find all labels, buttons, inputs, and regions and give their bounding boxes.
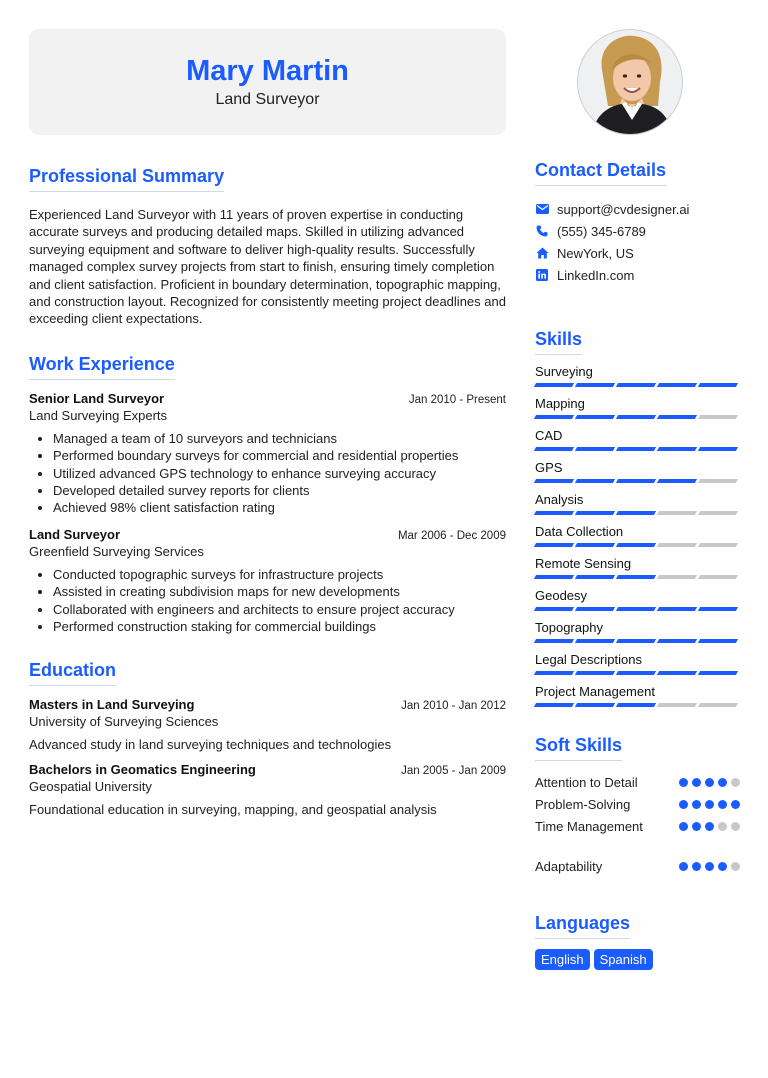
skill-level-segment <box>575 607 615 611</box>
soft-skills-title: Soft Skills <box>535 735 622 761</box>
degree-title: Masters in Land Surveying <box>29 696 195 712</box>
skill-name: Analysis <box>535 492 584 507</box>
profile-photo <box>577 29 683 135</box>
language-tag: English <box>535 949 590 970</box>
education-date: Jan 2005 - Jan 2009 <box>401 764 506 777</box>
skill-level-segment <box>534 479 574 483</box>
rating-dot <box>705 822 714 831</box>
candidate-name: Mary Martin <box>186 55 349 87</box>
languages-title: Languages <box>535 913 630 939</box>
job-bullet: • Performed construction staking for commercial buildings <box>53 618 506 635</box>
skill-level-segment <box>616 543 656 547</box>
soft-skill-rating <box>679 800 740 809</box>
skill-level-segment <box>657 703 697 707</box>
skill-level-segment <box>575 447 615 451</box>
skill-level-segment <box>534 671 574 675</box>
soft-skill-row <box>535 793 740 815</box>
soft-skill-row <box>535 815 740 837</box>
skill-row <box>535 619 740 651</box>
skill-level-bar <box>535 671 740 675</box>
skill-level-bar <box>535 479 740 483</box>
skill-level-segment <box>657 511 697 515</box>
skill-level-segment <box>575 543 615 547</box>
rating-dot <box>705 778 714 787</box>
skill-level-segment <box>575 415 615 419</box>
contact-title: Contact Details <box>535 160 666 186</box>
rating-dot <box>731 822 740 831</box>
contact-section <box>535 160 740 286</box>
job-bullet: • Achieved 98% client satisfaction rating <box>53 499 506 516</box>
education-entry <box>29 697 506 752</box>
skill-level-segment <box>575 639 615 643</box>
skill-row <box>535 523 740 555</box>
skill-row <box>535 683 740 715</box>
job-bullets <box>29 430 506 517</box>
skill-level-segment <box>698 703 738 707</box>
skill-level-segment <box>534 639 574 643</box>
skill-level-segment <box>698 511 738 515</box>
soft-skill-rating <box>679 822 740 831</box>
skill-level-segment <box>616 479 656 483</box>
skill-name: GPS <box>535 460 563 475</box>
skill-level-segment <box>534 607 574 611</box>
soft-skill-rating <box>679 778 740 787</box>
soft-skills-section <box>535 735 740 877</box>
skill-level-segment <box>616 415 656 419</box>
skill-level-bar <box>535 639 740 643</box>
soft-skill-name: Adaptability <box>535 858 603 874</box>
contact-location <box>535 242 740 264</box>
job-title: Land Surveyor <box>29 526 121 542</box>
skill-level-segment <box>657 447 697 451</box>
skill-row <box>535 587 740 619</box>
contact-linkedin[interactable] <box>535 264 740 286</box>
education-section <box>29 660 506 817</box>
summary-title: Professional Summary <box>29 166 224 192</box>
contact-linkedin-text: LinkedIn.com <box>557 267 635 283</box>
skill-level-segment <box>698 383 738 387</box>
skill-level-bar <box>535 383 740 387</box>
skills-section <box>535 329 740 715</box>
skill-level-segment <box>698 415 738 419</box>
skill-row <box>535 459 740 491</box>
skill-level-segment <box>616 575 656 579</box>
school-name: Geospatial University <box>29 778 152 794</box>
phone-icon <box>535 224 549 238</box>
job-bullet: • Managed a team of 10 surveyors and technicians <box>53 430 506 447</box>
job-date: Mar 2006 - Dec 2009 <box>397 529 506 542</box>
skill-level-segment <box>575 383 615 387</box>
skill-level-segment <box>534 383 574 387</box>
skill-name: Remote Sensing <box>535 556 632 571</box>
skill-level-segment <box>616 639 656 643</box>
skill-level-segment <box>698 543 738 547</box>
skill-level-segment <box>657 383 697 387</box>
job-title: Senior Land Surveyor <box>29 390 165 406</box>
rating-dot <box>692 822 701 831</box>
school-name: University of Surveying Sciences <box>29 713 219 729</box>
skill-name: Topography <box>535 620 603 635</box>
skill-name: Mapping <box>535 396 585 411</box>
rating-dot <box>718 778 727 787</box>
skill-row <box>535 427 740 459</box>
job-entry <box>29 527 506 636</box>
experience-title: Work Experience <box>29 354 175 380</box>
contact-email[interactable] <box>535 198 740 220</box>
job-bullet: • Collaborated with engineers and architects to ensure project accuracy <box>53 601 506 618</box>
skill-level-segment <box>657 607 697 611</box>
rating-dot <box>718 822 727 831</box>
skill-level-segment <box>657 575 697 579</box>
rating-dot <box>731 862 740 871</box>
skill-level-segment <box>534 415 574 419</box>
skill-name: Data Collection <box>535 524 624 539</box>
skill-level-segment <box>616 511 656 515</box>
linkedin-icon <box>535 268 549 282</box>
rating-dot <box>679 800 688 809</box>
right-column <box>535 160 740 970</box>
header-box <box>29 29 506 135</box>
skill-level-bar <box>535 703 740 707</box>
contact-email-text: support@cvdesigner.ai <box>557 201 690 217</box>
soft-skill-row <box>535 771 740 793</box>
rating-dot <box>705 862 714 871</box>
skill-name: Legal Descriptions <box>535 652 642 667</box>
skill-level-segment <box>698 447 738 451</box>
skill-level-segment <box>575 703 615 707</box>
skills-title: Skills <box>535 329 582 355</box>
rating-dot <box>692 800 701 809</box>
skill-name: Surveying <box>535 364 593 379</box>
skill-level-segment <box>534 511 574 515</box>
job-bullet: • Assisted in creating subdivision maps for new developments <box>53 583 506 600</box>
skill-row <box>535 651 740 683</box>
education-description: Foundational education in surveying, mapping, and geospatial analysis <box>29 801 437 817</box>
skill-name: CAD <box>535 428 563 443</box>
rating-dot <box>679 862 688 871</box>
skill-level-segment <box>616 671 656 675</box>
education-date: Jan 2010 - Jan 2012 <box>401 699 506 712</box>
skill-level-segment <box>534 543 574 547</box>
summary-section <box>29 166 506 328</box>
job-date: Jan 2010 - Present <box>408 393 506 406</box>
rating-dot <box>692 862 701 871</box>
job-bullet: • Utilized advanced GPS technology to enhance surveying accuracy <box>53 465 506 482</box>
soft-skill-name: Problem-Solving <box>535 796 631 812</box>
skill-level-segment <box>534 575 574 579</box>
skill-level-segment <box>575 511 615 515</box>
skill-row <box>535 555 740 587</box>
skill-level-segment <box>616 447 656 451</box>
summary-text: Experienced Land Surveyor with 11 years of proven expertise in conducting accurate surveys and producing detailed maps. Skilled in utilizing advanced surveying equipment and software to deliver high-quality results. Successfully managed complex survey projects from start to finish, ensuring timely completion and client satisfaction. Proficient in boundary determination, topographic mapping, and construction layout. Recognized for consistently meeting project deadlines and exceeding client expectations. <box>29 207 506 327</box>
job-entry <box>29 391 506 517</box>
rating-dot <box>718 862 727 871</box>
job-company: Greenfield Surveying Services <box>29 543 204 559</box>
soft-skill-row <box>535 855 740 877</box>
skill-level-bar <box>535 543 740 547</box>
profile-photo-image <box>578 30 683 135</box>
skill-name: Project Management <box>535 684 655 699</box>
rating-dot <box>679 822 688 831</box>
skill-name: Geodesy <box>535 588 588 603</box>
contact-phone-text: (555) 345-6789 <box>557 223 646 239</box>
education-entry <box>29 762 506 817</box>
skill-level-segment <box>575 479 615 483</box>
skill-level-bar <box>535 575 740 579</box>
rating-dot <box>731 800 740 809</box>
skill-level-segment <box>698 671 738 675</box>
left-column <box>29 166 506 817</box>
rating-dot <box>692 778 701 787</box>
skill-level-segment <box>698 479 738 483</box>
language-tag: Spanish <box>594 949 653 970</box>
rating-dot <box>731 778 740 787</box>
experience-section <box>29 354 506 636</box>
skill-row <box>535 363 740 395</box>
skill-row <box>535 491 740 523</box>
skill-level-bar <box>535 415 740 419</box>
job-bullet: • Developed detailed survey reports for clients <box>53 482 506 499</box>
skill-level-segment <box>698 607 738 611</box>
languages-section <box>535 913 740 970</box>
skill-level-bar <box>535 447 740 451</box>
skill-level-segment <box>575 671 615 675</box>
skill-level-segment <box>534 703 574 707</box>
rating-dot <box>718 800 727 809</box>
candidate-role: Land Surveyor <box>215 91 320 108</box>
job-bullets <box>29 566 506 636</box>
soft-skill-name: Time Management <box>535 818 643 834</box>
soft-skill-rating <box>679 862 740 871</box>
contact-phone[interactable] <box>535 220 740 242</box>
skill-level-segment <box>616 607 656 611</box>
education-description: Advanced study in land surveying techniques and technologies <box>29 736 392 752</box>
skill-level-segment <box>657 543 697 547</box>
rating-dot <box>705 800 714 809</box>
job-company: Land Surveying Experts <box>29 407 168 423</box>
skill-row <box>535 395 740 427</box>
job-bullet: • Performed boundary surveys for commercial and residential properties <box>53 447 506 464</box>
degree-title: Bachelors in Geomatics Engineering <box>29 761 256 777</box>
education-title: Education <box>29 660 116 686</box>
skill-level-segment <box>534 447 574 451</box>
skill-level-segment <box>657 415 697 419</box>
skill-level-segment <box>698 639 738 643</box>
skill-level-segment <box>657 639 697 643</box>
skill-level-segment <box>575 575 615 579</box>
job-bullet: • Conducted topographic surveys for infrastructure projects <box>53 566 506 583</box>
soft-skill-name: Attention to Detail <box>535 774 638 790</box>
home-icon <box>535 246 549 260</box>
skill-level-segment <box>616 703 656 707</box>
rating-dot <box>679 778 688 787</box>
skill-level-segment <box>657 479 697 483</box>
skill-level-bar <box>535 607 740 611</box>
contact-location-text: NewYork, US <box>557 245 634 261</box>
skill-level-bar <box>535 511 740 515</box>
skill-level-segment <box>657 671 697 675</box>
skill-level-segment <box>616 383 656 387</box>
mail-icon <box>535 202 549 216</box>
skill-level-segment <box>698 575 738 579</box>
